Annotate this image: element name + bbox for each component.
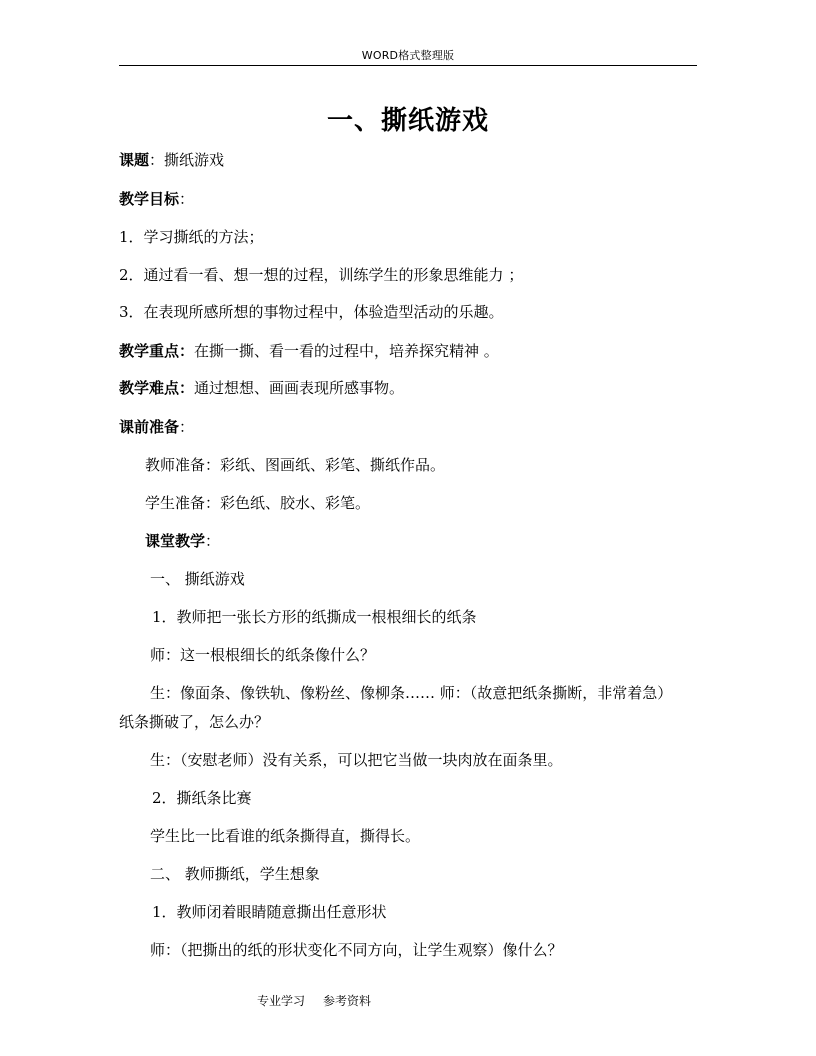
teacher-prep: 教师准备：彩纸、图画纸、彩笔、撕纸作品。 <box>145 456 446 474</box>
topic-label: 课题 <box>119 151 150 169</box>
goals-colon: ： <box>179 190 195 208</box>
paragraph-continuation: 纸条撕破了，怎么办？ <box>119 713 270 731</box>
goal-item: 1．学习撕纸的方法； <box>119 228 264 246</box>
focus-line <box>119 341 699 361</box>
class-label: 课堂教学 <box>145 532 206 550</box>
difficulty-label: 教学难点： <box>119 379 195 397</box>
paragraph: 1．教师闭着眼睛随意撕出任意形状 <box>152 903 387 921</box>
class-heading <box>145 531 725 551</box>
section-heading: 一、 撕纸游戏 <box>150 570 245 588</box>
document-title: 一、撕纸游戏 <box>326 106 489 136</box>
paragraph: 1．教师把一张长方形的纸撕成一根根细长的纸条 <box>152 608 477 626</box>
footer-right: 参考资料 <box>323 994 372 1008</box>
goals-heading <box>119 189 699 209</box>
class-colon: ： <box>205 532 221 550</box>
focus-value: 在撕一撕、看一看的过程中，培养探究精神 。 <box>194 342 499 360</box>
paragraph: 2．撕纸条比赛 <box>152 789 252 807</box>
focus-label: 教学重点： <box>119 342 195 360</box>
prep-heading <box>119 417 699 437</box>
page-footer <box>257 992 389 1009</box>
difficulty-line <box>119 378 699 398</box>
footer-left: 专业学习 <box>257 994 306 1008</box>
prep-colon: ： <box>179 418 195 436</box>
paragraph: 师：（把撕出的纸的形状变化不同方向，让学生观察）像什么？ <box>150 941 563 959</box>
page-header: WORD格式整理版 <box>361 49 455 62</box>
topic-line <box>119 150 699 170</box>
goals-label: 教学目标 <box>119 190 180 208</box>
paragraph: 学生比一比看谁的纸条撕得直，撕得长。 <box>150 827 421 845</box>
topic-value: ：撕纸游戏 <box>149 151 225 169</box>
goal-item: 3．在表现所感所想的事物过程中，体验造型活动的乐趣。 <box>119 303 504 321</box>
goal-item: 2．通过看一看、想一想的过程，训练学生的形象思维能力 ； <box>119 266 524 284</box>
prep-label: 课前准备 <box>119 418 180 436</box>
paragraph: 师：这一根根细长的纸条像什么？ <box>150 646 376 664</box>
difficulty-value: 通过想想、画画表现所感事物。 <box>194 379 405 397</box>
section-heading: 二、 教师撕纸，学生想象 <box>150 865 320 883</box>
paragraph: 生：像面条、像铁轨、像粉丝、像柳条…… 师：（故意把纸条撕断，非常着急） <box>150 684 673 702</box>
paragraph: 生：（安慰老师）没有关系，可以把它当做一块肉放在面条里。 <box>150 751 563 769</box>
header-rule <box>119 65 697 66</box>
student-prep: 学生准备：彩色纸、胶水、彩笔。 <box>145 494 371 512</box>
